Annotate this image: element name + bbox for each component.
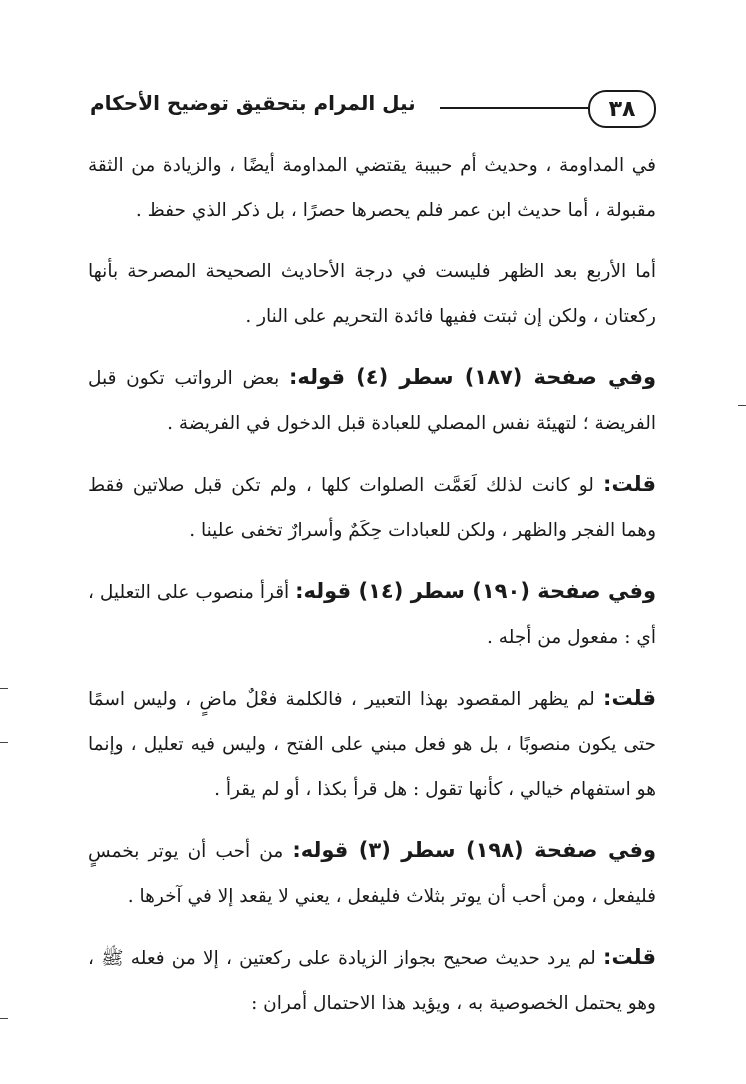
page-header [90, 88, 656, 132]
header-rule [440, 107, 590, 109]
paragraph-text: لو كانت لذلك لَعَمَّت الصلوات كلها ، ولم تكن قبل صلاتين فقط وهما الفجر والظهر ، ولكن للعبادات حِكَمٌ وأسرارٌ تخفى علينا . [88, 475, 656, 541]
reference-heading: وفي صفحة (١٨٧) سطر (٤) قوله: [289, 365, 657, 389]
scan-mark [0, 1018, 8, 1019]
book-title: نيل المرام بتحقيق توضيح الأحكام [90, 91, 416, 115]
paragraph [88, 935, 656, 1026]
paragraph-text: في المداومة ، وحديث أم حبيبة يقتضي المداومة أيضًا ، والزيادة من الثقة مقبولة ، أما حديث ابن عمر فلم يحصرها حصرًا ، بل ذكر الذي حفظ . [88, 155, 656, 221]
reference-heading: وفي صفحة (١٩٠) سطر (١٤) قوله: [295, 579, 656, 603]
reference-heading: وفي صفحة (١٩٨) سطر (٣) قوله: [292, 838, 656, 862]
scan-mark [0, 742, 8, 743]
scan-mark [0, 688, 8, 689]
page-body [88, 143, 656, 1038]
paragraph [88, 249, 656, 339]
paragraph [88, 676, 656, 812]
paragraph-text: بعض الرواتب تكون قبل الفريضة ؛ لتهيئة نفس المصلي للعبادة قبل الدخول في الفريضة . [88, 368, 656, 434]
paragraph-text: من أحب أن يوتر بخمسٍ فليفعل ، ومن أحب أن يوتر بثلاث فليفعل ، يعني لا يقعد إلا في آخرها . [88, 841, 656, 907]
paragraph-text: لم يرد حديث صحيح بجواز الزيادة على ركعتين ، إلا من فعله ﷺ ، وهو يحتمل الخصوصية به ، ويؤيد هذا الاحتمال أمران : [88, 948, 656, 1014]
paragraph-text: أما الأربع بعد الظهر فليست في درجة الأحاديث الصحيحة المصرحة بأنها ركعتان ، ولكن إن ثبتت ففيها فائدة التحريم على النار . [88, 261, 656, 327]
paragraph [88, 462, 656, 553]
paragraph [88, 828, 656, 919]
comment-heading: قلت: [603, 945, 656, 969]
paragraph-text: لم يظهر المقصود بهذا التعبير ، فالكلمة فعْلٌ ماضٍ ، وليس اسمًا حتى يكون منصوبًا ، بل هو فعل مبني على الفتح ، وليس فيه تعليل ، وإنما هو استفهام خيالي ، كأنها تقول : هل قرأ بكذا ، أو لم يقرأ . [88, 689, 656, 800]
page-number: ٣٨ [588, 90, 656, 128]
paragraph-text: أقرأ منصوب على التعليل ، أي : مفعول من أجله . [88, 582, 656, 648]
paragraph [88, 355, 656, 446]
comment-heading: قلت: [603, 472, 656, 496]
scan-mark [738, 405, 746, 406]
paragraph [88, 569, 656, 660]
paragraph [88, 143, 656, 233]
comment-heading: قلت: [603, 686, 656, 710]
